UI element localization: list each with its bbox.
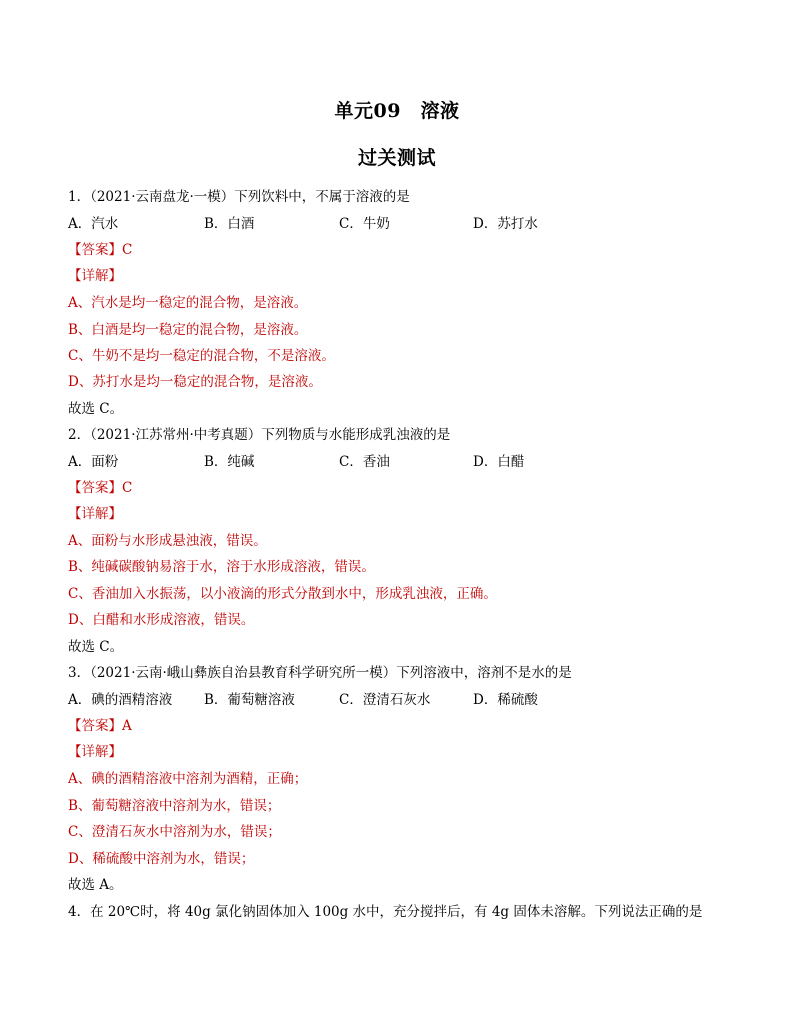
q1-explanation-c: C、牛奶不是均一稳定的混合物，不是溶液。 <box>68 348 335 364</box>
q2-option-b: B．纯碱 <box>204 454 255 470</box>
q2-answer: 【答案】C <box>68 480 133 496</box>
q3-conclusion: 故选 A。 <box>68 877 123 893</box>
subtitle: 过关测试 <box>357 147 436 169</box>
question-4-stem: 4．在 20℃时，将 40g 氯化钠固体加入 100g 水中，充分搅拌后，有 4g 固体未溶解。下列说法正确的是 <box>68 904 703 920</box>
unit-title: 单元09 溶液 <box>334 100 460 122</box>
q1-explanation-b: B、白酒是均一稳定的混合物，是溶液。 <box>68 322 308 338</box>
question-2-stem: 2．（2021·江苏常州·中考真题）下列物质与水能形成乳浊液的是 <box>68 427 451 443</box>
q3-detail-label: 【详解】 <box>68 744 122 760</box>
question-1-stem: 1．（2021·云南盘龙·一模）下列饮料中，不属于溶液的是 <box>68 189 410 205</box>
q1-explanation-a: A、汽水是均一稳定的混合物，是溶液。 <box>68 295 308 311</box>
q2-explanation-d: D、白醋和水形成溶液，错误。 <box>68 612 255 628</box>
q1-option-b: B．白酒 <box>204 216 255 232</box>
q1-option-a: A．汽水 <box>68 216 119 232</box>
q2-explanation-c: C、香油加入水振荡，以小液滴的形式分散到水中，形成乳浊液，正确。 <box>68 586 497 602</box>
q3-option-b: B．葡萄糖溶液 <box>204 692 295 708</box>
q3-explanation-b: B、葡萄糖溶液中溶剂为水，错误； <box>68 798 281 814</box>
q1-option-d: D．苏打水 <box>473 216 538 232</box>
q2-option-d: D．白醋 <box>473 454 525 470</box>
q3-explanation-c: C、澄清石灰水中溶剂为水，错误； <box>68 824 281 840</box>
q3-option-c: C．澄清石灰水 <box>339 692 431 708</box>
q2-explanation-a: A、面粉与水形成悬浊液，错误。 <box>68 533 267 549</box>
q2-explanation-b: B、纯碱碳酸钠易溶于水，溶于水形成溶液，错误。 <box>68 559 375 575</box>
q2-detail-label: 【详解】 <box>68 506 122 522</box>
q3-explanation-d: D、稀硫酸中溶剂为水，错误； <box>68 851 255 867</box>
q1-option-c: C．牛奶 <box>339 216 390 232</box>
q2-option-c: C．香油 <box>339 454 390 470</box>
q2-option-a: A．面粉 <box>68 454 119 470</box>
q3-explanation-a: A、碘的酒精溶液中溶剂为酒精，正确； <box>68 771 308 787</box>
q3-option-d: D．稀硫酸 <box>473 692 538 708</box>
q1-explanation-d: D、苏打水是均一稳定的混合物，是溶液。 <box>68 374 322 390</box>
question-3-stem: 3．（2021·云南·峨山彝族自治县教育科学研究所一模）下列溶液中，溶剂不是水的是 <box>68 665 572 681</box>
q2-conclusion: 故选 C。 <box>68 639 124 655</box>
q1-detail-label: 【详解】 <box>68 268 122 284</box>
q3-option-a: A．碘的酒精溶液 <box>68 692 173 708</box>
q3-answer: 【答案】A <box>68 718 132 734</box>
q1-answer: 【答案】C <box>68 242 133 258</box>
q1-conclusion: 故选 C。 <box>68 401 124 417</box>
